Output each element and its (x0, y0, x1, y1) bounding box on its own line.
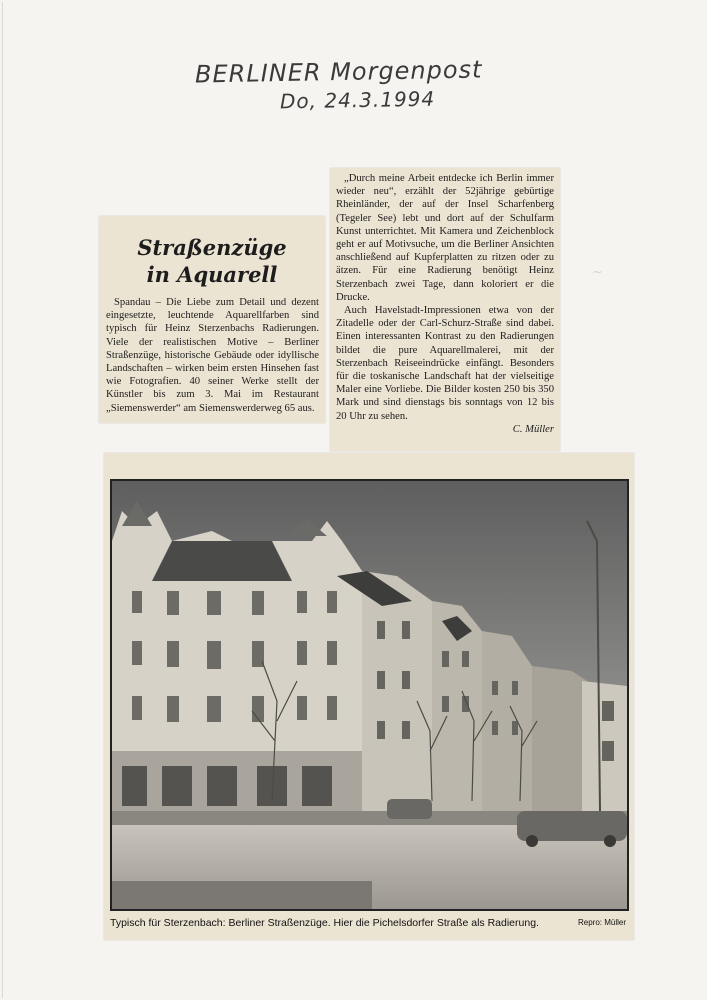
article-paragraph-2: „Durch meine Arbeit entdecke ich Berlin immer wieder neu“, erzählt der 52jährige gebürtige Rheinländer, der auf der Insel Scharfenberg (Tegeler See) lebt und dort auf der Schulfarm Kunst unterrichtet. Mit Kamera und Zeichenblock geht er auf Motivsuche, um die Berliner Ansichten anschließend auf Kupferplatten zu ritzen oder zu ätzen. Für eine Radierung benötigt Heinz Sterzenbach zwei Tage, dann koloriert er die Drucke. (336, 173, 554, 303)
headline-line-1: Straßenzüge (137, 235, 287, 260)
article-lead (106, 296, 319, 415)
photo-caption: Typisch für Sterzenbach: Berliner Straßenzüge. Hier die Pichelsdorfer Straße als Radierung. (110, 917, 539, 929)
article-clipping-left (99, 216, 325, 423)
etching-image (110, 479, 629, 911)
faint-pencil-mark: ~ (592, 265, 603, 280)
article-continuation (336, 172, 554, 436)
photo-credit: Repro: Müller (577, 918, 626, 927)
headline-line-2: in Aquarell (146, 262, 278, 287)
article-clipping-right (330, 168, 560, 451)
handwritten-date: Do, 24.3.1994 (279, 86, 436, 114)
article-author: C. Müller (512, 423, 554, 435)
street-etching-illustration (112, 481, 627, 909)
article-paragraph-3: Auch Havelstadt-Impressionen etwa von der Zitadelle oder der Carl-Schurz-Straße sind dabei. Einen interessanten Kontrast zu den Radierungen bildet die pure Aquarellmalerei, mit der Sterzenbach Reiseeindrücke einfängt. Besonders für die toskanische Landschaft hat der vielseitige Maler eine Vorliebe. Die Bilder kosten 250 bis 350 Mark und sind dienstags bis sonntags von 12 bis 20 Uhr zu sehen. (336, 305, 554, 422)
lead-paragraph: Spandau – Die Liebe zum Detail und dezent eingesetzte, leuchtende Aquarellfarben sind typisch für Heinz Sterzenbachs Radierungen. Viele der realistischen Motive – Berliner Straßenzüge, historische Gebäude oder idyllische Landschaften – wirken beim ersten Hinsehen fast wie Fotografien. 40 seiner Werke stellt der Künstler bis zum 3. Mai im Restaurant „Siemenswerder“ am Siemenswerderweg 65 aus. (106, 297, 319, 414)
article-headline (99, 234, 325, 288)
photo-caption-row (110, 917, 626, 929)
handwritten-publication: BERLINER Morgenpost (194, 55, 483, 89)
photo-clipping (104, 453, 634, 940)
